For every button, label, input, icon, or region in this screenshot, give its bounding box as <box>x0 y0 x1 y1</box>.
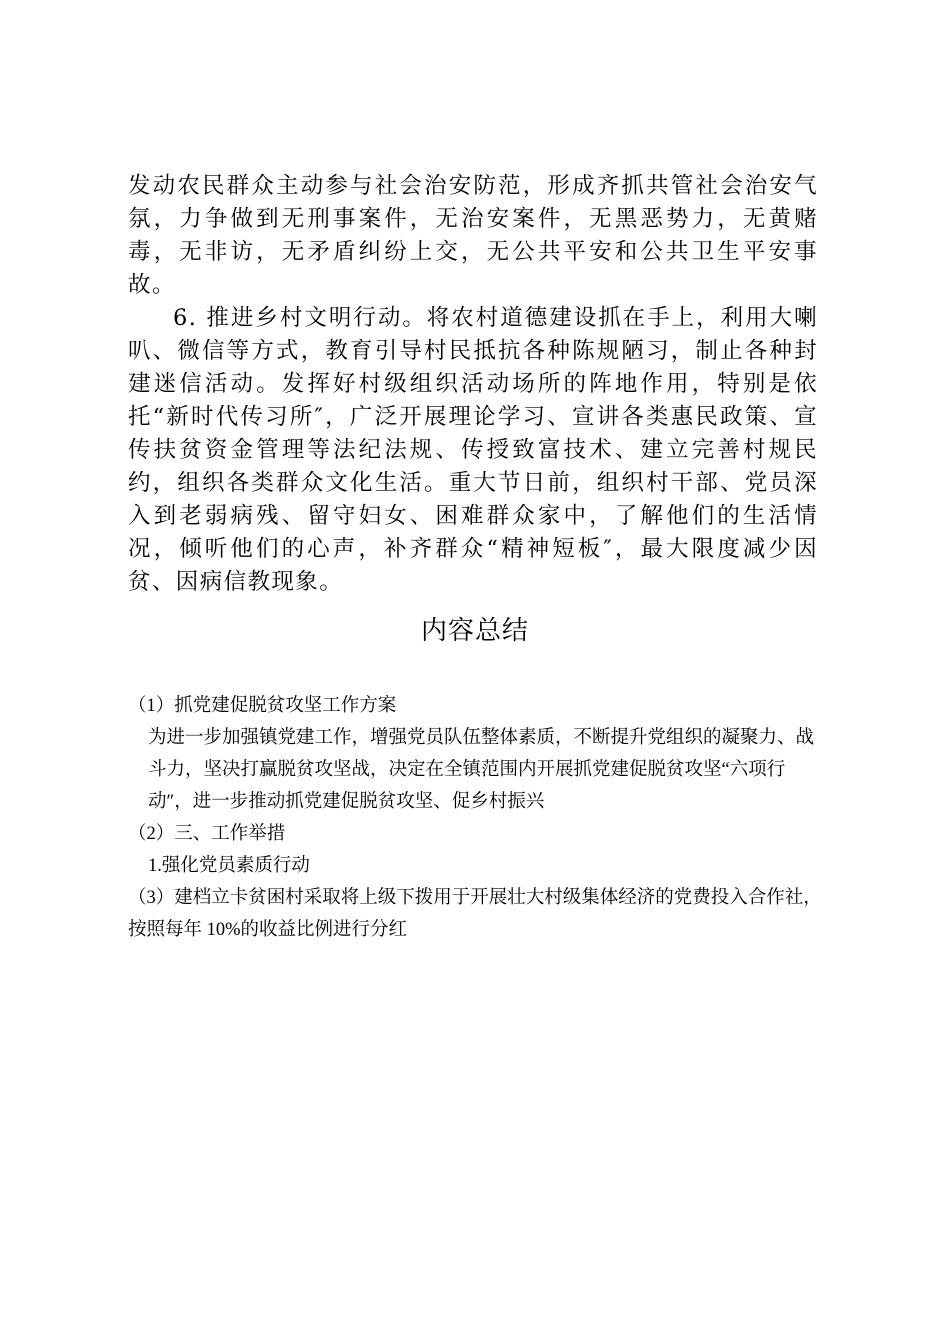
summary-item-3: （3）建档立卡贫困村采取将上级下拨用于开展壮大村级集体经济的党费投入合作社，按照每年 10%的收益比例进行分红 <box>128 888 822 940</box>
document-body <box>128 170 818 599</box>
summary-section <box>128 690 823 946</box>
summary-item-1: （1）抓党建促脱贫攻坚工作方案 <box>128 696 397 716</box>
summary-title: 内容总结 <box>420 616 529 646</box>
summary-item-2: （2）三、工作举措 <box>128 824 286 844</box>
body-paragraph-security: 发动农民群众主动参与社会治安防范，形成齐抓共管社会治安气氛，力争做到无刑事案件，无治安案件，无黑恶势力，无黄赌毒，无非访，无矛盾纠纷上交，无公共平安和公共卫生平安事故。 <box>128 173 818 298</box>
summary-item-1-detail: 为进一步加强镇党建工作，增强党员队伍整体素质，不断提升党组织的凝聚力、战斗力，坚决打赢脱贫攻坚战，决定在全镇范围内开展抓党建促脱贫攻坚“六项行动″，进一步推动抓党建促脱贫攻坚、促乡村振兴 <box>148 728 815 812</box>
summary-item-2-detail: 1.强化党员素质行动 <box>148 856 310 876</box>
body-paragraph-civilization: 6. 推进乡村文明行动。将农村道德建设抓在手上，利用大喇叭、微信等方式，教育引导村民抵抗各种陈规陋习，制止各种封建迷信活动。发挥好村级组织活动场所的阵地作用，特别是依托“新时代传习所″，广泛开展理论学习、宣讲各类惠民政策、宣传扶贫资金管理等法纪法规、传授致富技术、建立完善村规民约，组织各类群众文化生活。重大节日前，组织村干部、党员深入到老弱病残、留守妇女、困难群众家中，了解他们的生活情况，倾听他们的心声，补齐群众“精神短板″，最大限度减少因贫、因病信教现象。 <box>128 305 818 595</box>
